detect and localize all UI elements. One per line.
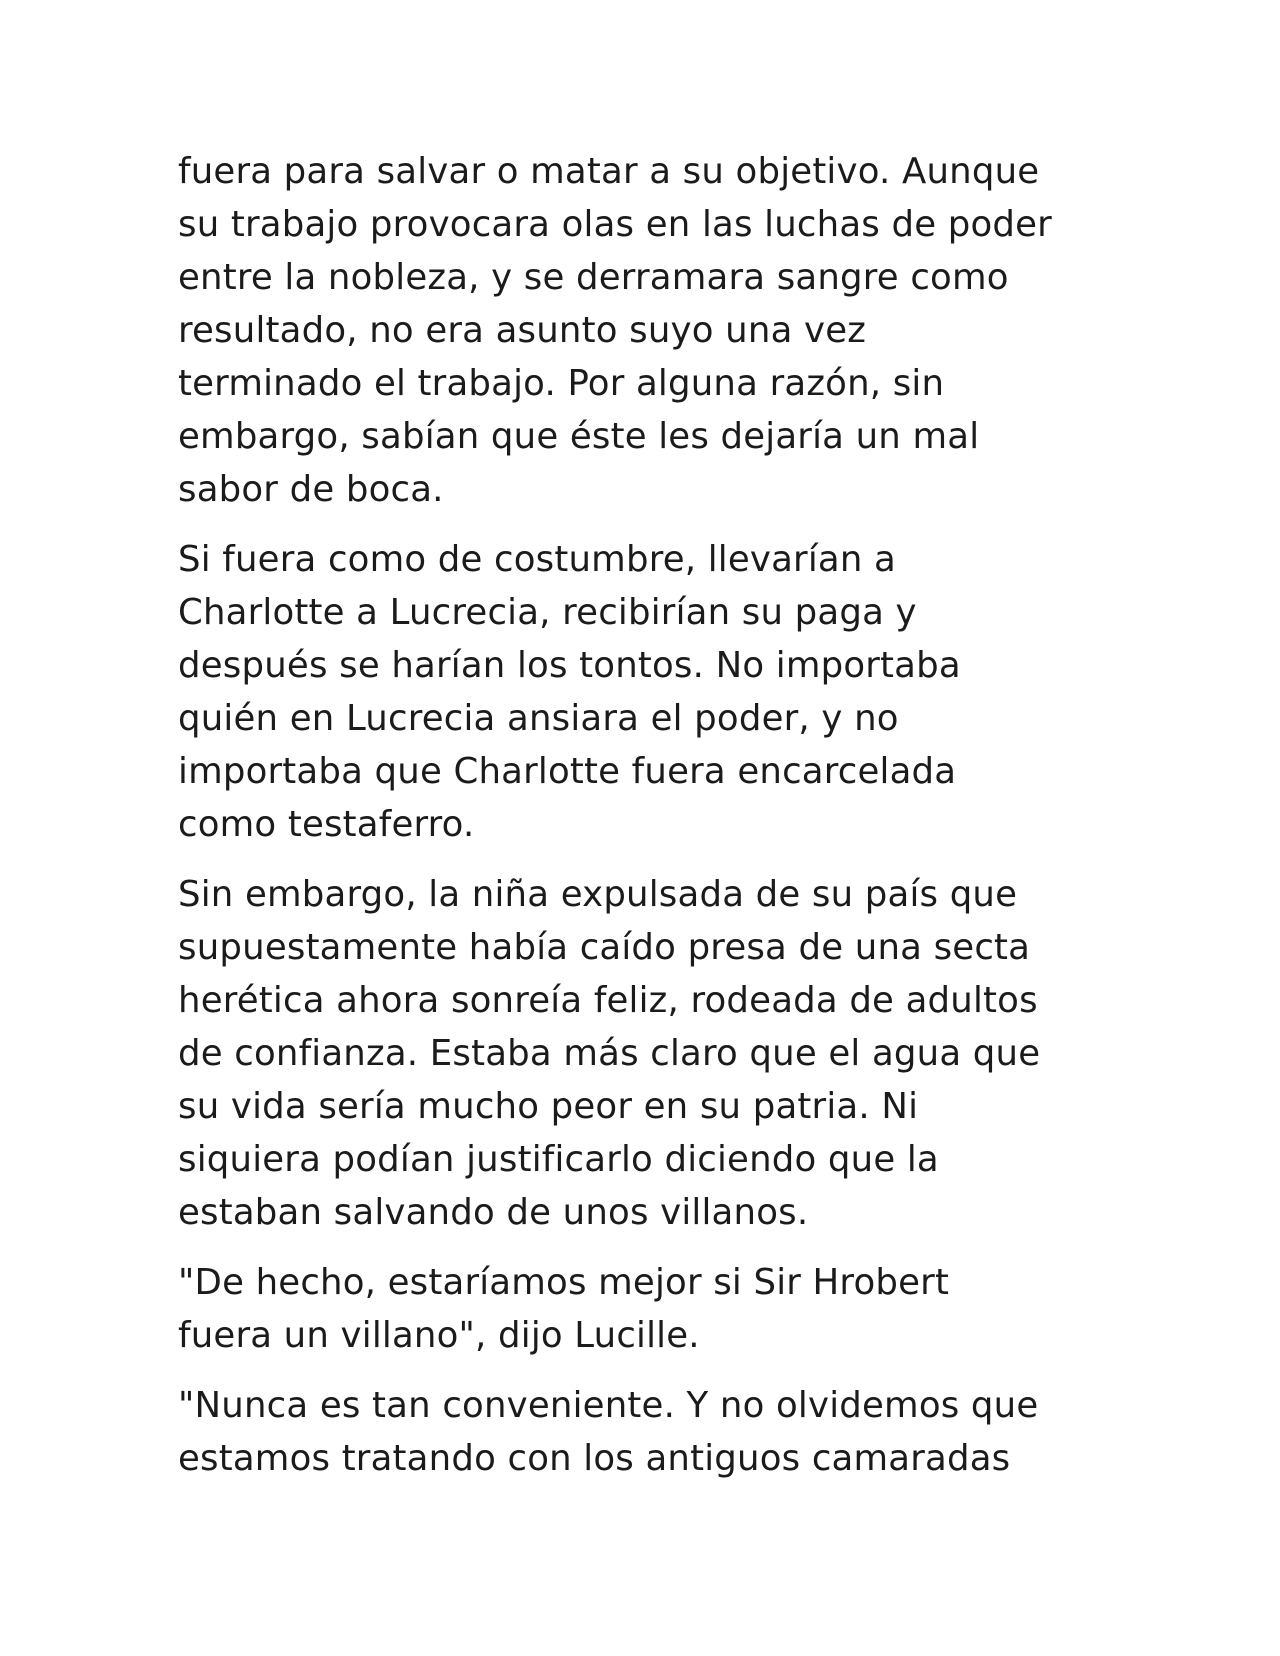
text-line: fuera un villano", dijo Lucille. bbox=[178, 1315, 700, 1356]
text-line: herética ahora sonreía feliz, rodeada de adultos bbox=[178, 980, 1038, 1021]
text-line: sabor de boca. bbox=[178, 469, 444, 510]
text-line: quién en Lucrecia ansiara el poder, y no bbox=[178, 698, 899, 739]
paragraph-3 bbox=[178, 868, 1108, 1239]
text-line: después se harían los tontos. No importaba bbox=[178, 645, 961, 686]
text-line: "Nunca es tan conveniente. Y no olvidemos que bbox=[178, 1385, 1039, 1426]
text-line: fuera para salvar o matar a su objetivo. Aunque bbox=[178, 151, 1040, 192]
text-line: importaba que Charlotte fuera encarcelada bbox=[178, 751, 957, 792]
text-line: Si fuera como de costumbre, llevarían a bbox=[178, 539, 897, 580]
text-line: supuestamente había caído presa de una secta bbox=[178, 927, 1031, 968]
text-line: su vida sería mucho peor en su patria. Ni bbox=[178, 1086, 919, 1127]
text-line: resultado, no era asunto suyo una vez bbox=[178, 310, 867, 351]
text-line: terminado el trabajo. Por alguna razón, sin bbox=[178, 363, 945, 404]
text-line: entre la nobleza, y se derramara sangre como bbox=[178, 257, 1009, 298]
text-line: estaban salvando de unos villanos. bbox=[178, 1192, 809, 1233]
paragraph-2 bbox=[178, 533, 1108, 851]
document-body bbox=[178, 145, 1108, 1502]
text-line: estamos tratando con los antiguos camaradas bbox=[178, 1438, 1011, 1479]
text-line: siquiera podían justificarlo diciendo que la bbox=[178, 1139, 939, 1180]
text-line: Charlotte a Lucrecia, recibirían su paga y bbox=[178, 592, 917, 633]
text-line: su trabajo provocara olas en las luchas de poder bbox=[178, 204, 1052, 245]
text-line: "De hecho, estaríamos mejor si Sir Hrobert bbox=[178, 1262, 950, 1303]
paragraph-4 bbox=[178, 1256, 1108, 1362]
text-line: embargo, sabían que éste les dejaría un mal bbox=[178, 416, 980, 457]
text-line: como testaferro. bbox=[178, 804, 475, 845]
text-line: Sin embargo, la niña expulsada de su país que bbox=[178, 874, 1018, 915]
text-line: de confianza. Estaba más claro que el agua que bbox=[178, 1033, 1041, 1074]
paragraph-1 bbox=[178, 145, 1108, 516]
paragraph-5 bbox=[178, 1379, 1108, 1485]
